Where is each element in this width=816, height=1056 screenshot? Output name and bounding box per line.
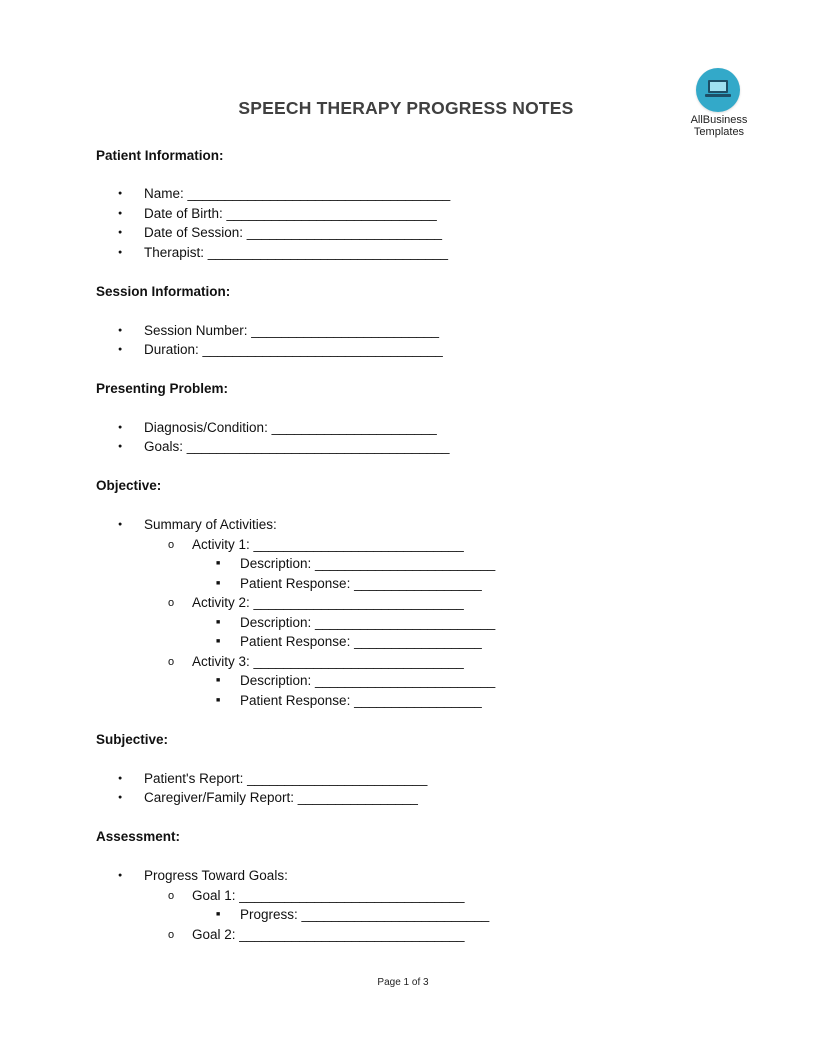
bullet-icon: [118, 420, 122, 436]
goal-1-progress-field: Progress: _________________________: [240, 907, 490, 922]
activity-3-field: Activity 3: ____________________________: [192, 654, 464, 669]
session-number-field: Session Number: _________________________: [144, 323, 439, 338]
bullet-icon: [118, 245, 122, 261]
goal-1-field: Goal 1: ______________________________: [192, 888, 465, 903]
bullet-icon: [118, 342, 122, 358]
session-information-heading: Session Information:: [96, 284, 231, 299]
sub-bullet-icon: [168, 537, 174, 553]
bullet-icon: [118, 868, 122, 884]
caregiver-report-field: Caregiver/Family Report: ________________: [144, 790, 418, 805]
bullet-icon: [118, 186, 122, 202]
diagnosis-field: Diagnosis/Condition: ______________________: [144, 420, 437, 435]
activity-1-description-field: Description: ________________________: [240, 556, 496, 571]
assessment-heading: Assessment:: [96, 829, 181, 844]
square-bullet-icon: [216, 556, 220, 572]
bullet-icon: [118, 323, 122, 339]
subjective-heading: Subjective:: [96, 732, 169, 747]
goal-2-field: Goal 2: ______________________________: [192, 927, 465, 942]
activity-1-response-field: Patient Response: _________________: [240, 576, 482, 591]
bullet-icon: [118, 790, 122, 806]
bullet-icon: [118, 771, 122, 787]
activity-2-response-field: Patient Response: _________________: [240, 634, 482, 649]
presenting-problem-heading: Presenting Problem:: [96, 381, 229, 396]
patient-information-heading: Patient Information:: [96, 148, 224, 163]
activity-1-field: Activity 1: ____________________________: [192, 537, 464, 552]
activity-3-description-field: Description: ________________________: [240, 673, 496, 688]
square-bullet-icon: [216, 907, 220, 923]
date-of-birth-field: Date of Birth: ____________________________: [144, 206, 437, 221]
logo-line-2: Templates: [693, 126, 745, 138]
objective-heading: Objective:: [96, 478, 162, 493]
date-of-session-field: Date of Session: __________________________: [144, 225, 443, 240]
activity-3-response-field: Patient Response: _________________: [240, 693, 482, 708]
activity-2-field: Activity 2: ____________________________: [192, 595, 464, 610]
name-field: Name: ___________________________________: [144, 186, 451, 201]
laptop-icon: [704, 78, 732, 100]
summary-of-activities: Summary of Activities:: [144, 517, 277, 532]
sub-bullet-icon: [168, 595, 174, 611]
sub-bullet-icon: [168, 927, 174, 943]
therapist-field: Therapist: ________________________________: [144, 245, 449, 260]
progress-toward-goals: Progress Toward Goals:: [144, 868, 288, 883]
duration-field: Duration: ________________________________: [144, 342, 443, 357]
bullet-icon: [118, 517, 122, 533]
page-title: SPEECH THERAPY PROGRESS NOTES: [238, 98, 574, 118]
logo-line-1: AllBusiness: [690, 114, 748, 126]
sub-bullet-icon: [168, 654, 174, 670]
square-bullet-icon: [216, 693, 220, 709]
page-number: Page 1 of 3: [377, 977, 429, 988]
square-bullet-icon: [216, 634, 220, 650]
goals-field: Goals: ___________________________________: [144, 439, 450, 454]
sub-bullet-icon: [168, 888, 174, 904]
activity-2-description-field: Description: ________________________: [240, 615, 496, 630]
square-bullet-icon: [216, 576, 220, 592]
bullet-icon: [118, 206, 122, 222]
bullet-icon: [118, 439, 122, 455]
bullet-icon: [118, 225, 122, 241]
square-bullet-icon: [216, 673, 220, 689]
square-bullet-icon: [216, 615, 220, 631]
patients-report-field: Patient's Report: ________________________: [144, 771, 428, 786]
